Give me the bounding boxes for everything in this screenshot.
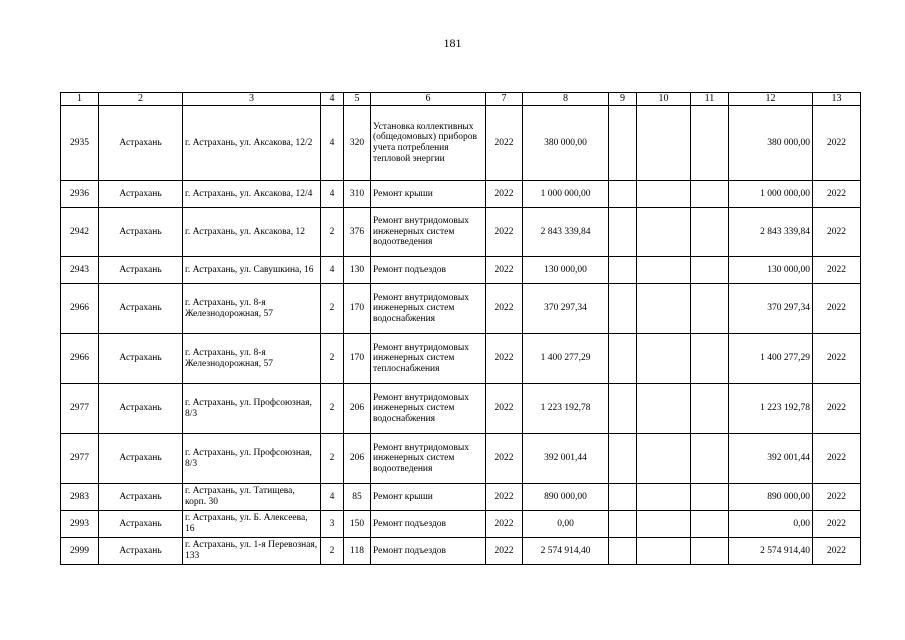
header-row — [61, 93, 861, 106]
cell-work: Ремонт подъездов — [371, 511, 486, 538]
cell-col4: 2 — [321, 284, 344, 334]
cell-col4: 3 — [321, 511, 344, 538]
cell-col13: 2022 — [813, 384, 861, 434]
cell-col5: 170 — [344, 284, 371, 334]
table-row — [61, 284, 861, 334]
cell-address: г. Астрахань, ул. Савушкина, 16 — [183, 257, 321, 284]
cell-col5: 118 — [344, 538, 371, 565]
column-header: 11 — [691, 93, 729, 106]
cell-address: г. Астрахань, ул. Б. Алексеева, 16 — [183, 511, 321, 538]
cell-year: 2022 — [486, 284, 523, 334]
column-header: 3 — [183, 93, 321, 106]
cell-col4: 2 — [321, 538, 344, 565]
cell-col9 — [609, 257, 637, 284]
cell-work: Установка коллективных (общедомовых) приборов учета потребления тепловой энергии — [371, 106, 486, 181]
cell-total: 370 297,34 — [523, 284, 609, 334]
capital-repair-table — [60, 92, 861, 565]
cell-col4: 2 — [321, 208, 344, 257]
cell-address: г. Астрахань, ул. 8-я Железнодорожная, 57 — [183, 334, 321, 384]
cell-year: 2022 — [486, 384, 523, 434]
cell-work: Ремонт подъездов — [371, 257, 486, 284]
cell-col4: 2 — [321, 384, 344, 434]
cell-address: г. Астрахань, ул. 1-я Перевозная, 133 — [183, 538, 321, 565]
table-row — [61, 511, 861, 538]
cell-col11 — [691, 284, 729, 334]
cell-col10 — [637, 106, 691, 181]
cell-year: 2022 — [486, 257, 523, 284]
cell-city: Астрахань — [99, 334, 183, 384]
cell-col9 — [609, 511, 637, 538]
cell-col4: 2 — [321, 334, 344, 384]
cell-work: Ремонт крыши — [371, 484, 486, 511]
cell-col5: 320 — [344, 106, 371, 181]
cell-col9 — [609, 484, 637, 511]
cell-city: Астрахань — [99, 538, 183, 565]
cell-col12: 890 000,00 — [729, 484, 813, 511]
cell-col11 — [691, 484, 729, 511]
cell-col4: 4 — [321, 257, 344, 284]
cell-id: 2993 — [61, 511, 99, 538]
cell-id: 2935 — [61, 106, 99, 181]
cell-col10 — [637, 484, 691, 511]
cell-city: Астрахань — [99, 434, 183, 484]
cell-col10 — [637, 538, 691, 565]
column-header: 4 — [321, 93, 344, 106]
column-header: 1 — [61, 93, 99, 106]
cell-col10 — [637, 434, 691, 484]
table-row — [61, 208, 861, 257]
table-row — [61, 181, 861, 208]
cell-total: 1 223 192,78 — [523, 384, 609, 434]
cell-col11 — [691, 181, 729, 208]
cell-col13: 2022 — [813, 284, 861, 334]
cell-col10 — [637, 334, 691, 384]
cell-col10 — [637, 284, 691, 334]
column-header: 7 — [486, 93, 523, 106]
cell-col5: 85 — [344, 484, 371, 511]
table-row — [61, 384, 861, 434]
cell-address: г. Астрахань, ул. Профсоюзная, 8/3 — [183, 384, 321, 434]
cell-col11 — [691, 257, 729, 284]
cell-year: 2022 — [486, 538, 523, 565]
cell-col4: 4 — [321, 484, 344, 511]
column-header: 2 — [99, 93, 183, 106]
cell-year: 2022 — [486, 181, 523, 208]
cell-address: г. Астрахань, ул. Аксакова, 12 — [183, 208, 321, 257]
column-header: 5 — [344, 93, 371, 106]
cell-col9 — [609, 284, 637, 334]
cell-col4: 4 — [321, 106, 344, 181]
cell-work: Ремонт внутридомовых инженерных систем водоснабжения — [371, 384, 486, 434]
cell-address: г. Астрахань, ул. 8-я Железнодорожная, 57 — [183, 284, 321, 334]
table-row — [61, 434, 861, 484]
cell-total: 392 001,44 — [523, 434, 609, 484]
cell-col11 — [691, 384, 729, 434]
cell-year: 2022 — [486, 484, 523, 511]
cell-total: 1 000 000,00 — [523, 181, 609, 208]
cell-col12: 1 223 192,78 — [729, 384, 813, 434]
cell-col13: 2022 — [813, 538, 861, 565]
cell-col5: 206 — [344, 434, 371, 484]
cell-col13: 2022 — [813, 484, 861, 511]
cell-col5: 130 — [344, 257, 371, 284]
cell-year: 2022 — [486, 106, 523, 181]
cell-col12: 392 001,44 — [729, 434, 813, 484]
cell-id: 2966 — [61, 334, 99, 384]
table-row — [61, 484, 861, 511]
cell-col9 — [609, 106, 637, 181]
cell-col13: 2022 — [813, 106, 861, 181]
table-row — [61, 106, 861, 181]
cell-year: 2022 — [486, 208, 523, 257]
cell-col5: 376 — [344, 208, 371, 257]
cell-id: 2943 — [61, 257, 99, 284]
cell-col10 — [637, 384, 691, 434]
column-header: 9 — [609, 93, 637, 106]
cell-col12: 2 843 339,84 — [729, 208, 813, 257]
cell-col12: 130 000,00 — [729, 257, 813, 284]
cell-id: 2977 — [61, 434, 99, 484]
cell-total: 0,00 — [523, 511, 609, 538]
cell-city: Астрахань — [99, 257, 183, 284]
page-number: 181 — [443, 36, 462, 50]
cell-year: 2022 — [486, 511, 523, 538]
cell-work: Ремонт подъездов — [371, 538, 486, 565]
cell-col13: 2022 — [813, 181, 861, 208]
cell-col4: 2 — [321, 434, 344, 484]
cell-address: г. Астрахань, ул. Профсоюзная, 8/3 — [183, 434, 321, 484]
cell-col5: 150 — [344, 511, 371, 538]
cell-year: 2022 — [486, 334, 523, 384]
cell-city: Астрахань — [99, 106, 183, 181]
cell-address: г. Астрахань, ул. Татищева, корп. 30 — [183, 484, 321, 511]
cell-total: 2 843 339,84 — [523, 208, 609, 257]
cell-work: Ремонт внутридомовых инженерных систем водоснабжения — [371, 284, 486, 334]
cell-col12: 370 297,34 — [729, 284, 813, 334]
cell-city: Астрахань — [99, 284, 183, 334]
cell-col9 — [609, 384, 637, 434]
cell-year: 2022 — [486, 434, 523, 484]
cell-col11 — [691, 511, 729, 538]
cell-total: 1 400 277,29 — [523, 334, 609, 384]
table-row — [61, 334, 861, 384]
cell-city: Астрахань — [99, 208, 183, 257]
cell-col9 — [609, 334, 637, 384]
cell-col9 — [609, 181, 637, 208]
cell-id: 2983 — [61, 484, 99, 511]
column-header: 8 — [523, 93, 609, 106]
cell-col11 — [691, 334, 729, 384]
cell-col13: 2022 — [813, 434, 861, 484]
cell-col10 — [637, 181, 691, 208]
table-row — [61, 538, 861, 565]
cell-work: Ремонт внутридомовых инженерных систем водоотведения — [371, 434, 486, 484]
column-header: 6 — [371, 93, 486, 106]
cell-address: г. Астрахань, ул. Аксакова, 12/4 — [183, 181, 321, 208]
cell-id: 2936 — [61, 181, 99, 208]
cell-col10 — [637, 511, 691, 538]
cell-col12: 380 000,00 — [729, 106, 813, 181]
cell-id: 2977 — [61, 384, 99, 434]
cell-total: 130 000,00 — [523, 257, 609, 284]
cell-col9 — [609, 538, 637, 565]
cell-col13: 2022 — [813, 334, 861, 384]
cell-city: Астрахань — [99, 384, 183, 434]
table-row — [61, 257, 861, 284]
cell-id: 2966 — [61, 284, 99, 334]
cell-col11 — [691, 434, 729, 484]
cell-col4: 4 — [321, 181, 344, 208]
column-header: 13 — [813, 93, 861, 106]
cell-address: г. Астрахань, ул. Аксакова, 12/2 — [183, 106, 321, 181]
cell-col12: 2 574 914,40 — [729, 538, 813, 565]
cell-col5: 170 — [344, 334, 371, 384]
cell-col13: 2022 — [813, 511, 861, 538]
cell-col10 — [637, 208, 691, 257]
cell-col11 — [691, 538, 729, 565]
cell-col9 — [609, 208, 637, 257]
cell-col5: 206 — [344, 384, 371, 434]
cell-id: 2999 — [61, 538, 99, 565]
cell-col11 — [691, 106, 729, 181]
cell-col9 — [609, 434, 637, 484]
cell-work: Ремонт внутридомовых инженерных систем теплоснабжения — [371, 334, 486, 384]
cell-col5: 310 — [344, 181, 371, 208]
cell-total: 2 574 914,40 — [523, 538, 609, 565]
cell-col11 — [691, 208, 729, 257]
cell-col12: 0,00 — [729, 511, 813, 538]
cell-total: 890 000,00 — [523, 484, 609, 511]
cell-col13: 2022 — [813, 208, 861, 257]
cell-id: 2942 — [61, 208, 99, 257]
cell-work: Ремонт крыши — [371, 181, 486, 208]
cell-col13: 2022 — [813, 257, 861, 284]
cell-city: Астрахань — [99, 511, 183, 538]
cell-city: Астрахань — [99, 181, 183, 208]
cell-total: 380 000,00 — [523, 106, 609, 181]
column-header: 10 — [637, 93, 691, 106]
cell-col10 — [637, 257, 691, 284]
cell-city: Астрахань — [99, 484, 183, 511]
cell-col12: 1 400 277,29 — [729, 334, 813, 384]
cell-col12: 1 000 000,00 — [729, 181, 813, 208]
column-header: 12 — [729, 93, 813, 106]
cell-work: Ремонт внутридомовых инженерных систем водоотведения — [371, 208, 486, 257]
